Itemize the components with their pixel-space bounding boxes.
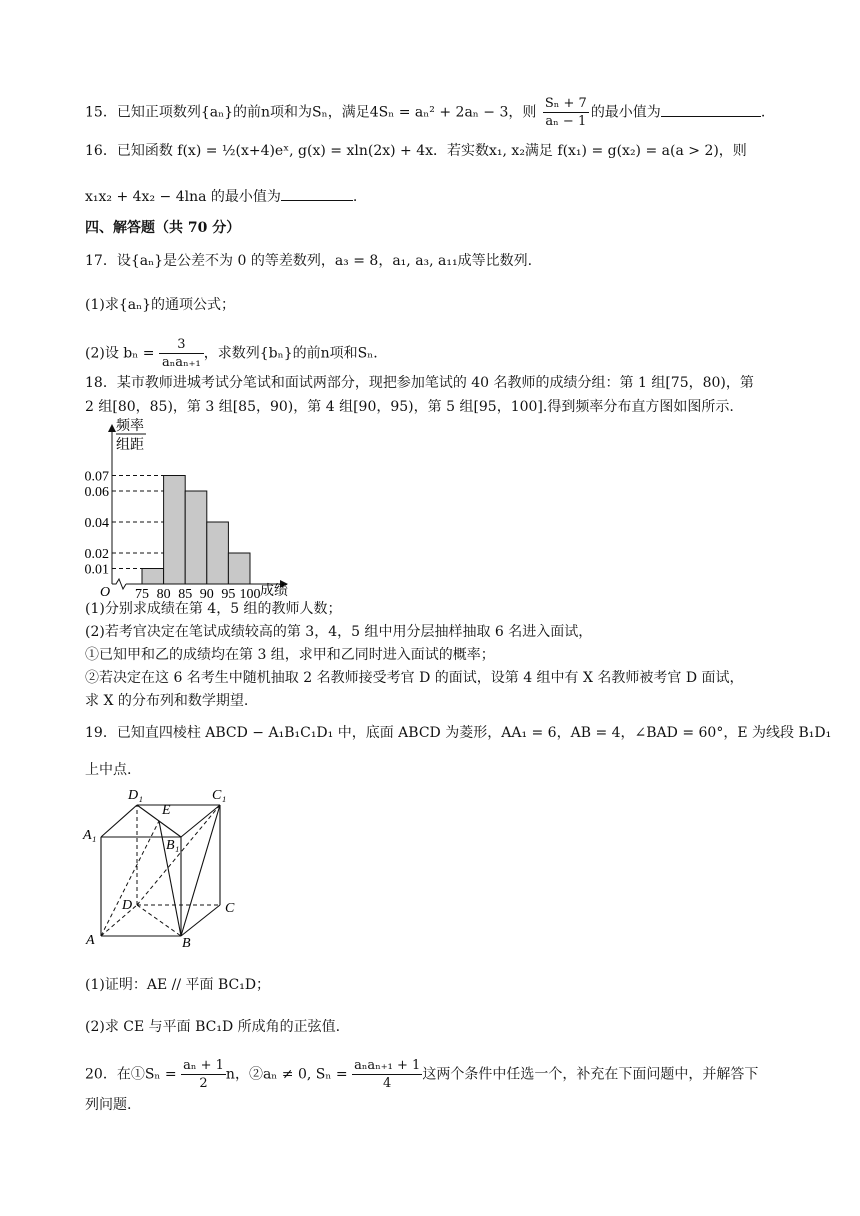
y-tick-label: 0.04 — [84, 516, 109, 531]
label-E: E — [162, 803, 171, 818]
y-tick-label: 0.07 — [84, 469, 109, 485]
q19-line1: 19．已知直四棱柱 ABCD − A₁B₁C₁D₁ 中，底面 ABCD 为菱形，AA₁ = 6，AB = 4，∠BAD = 60°，E 为线段 B₁D₁ — [85, 725, 832, 741]
origin-label: O — [100, 585, 111, 600]
q20-f2-num: aₙaₙ₊₁ + 1 — [354, 1058, 421, 1073]
q19-part1: (1)证明：AE // 平面 BC₁D； — [85, 977, 271, 993]
prism-figure — [78, 782, 258, 952]
y-tick-label: 0.06 — [84, 485, 109, 500]
label-A: A — [86, 933, 95, 948]
q16-answer-blank — [281, 186, 353, 201]
section-heading: 四、解答题（共 70 分） — [85, 220, 241, 236]
label-B: B — [182, 936, 191, 951]
label-C: C — [225, 901, 235, 916]
q18-part3: ①已知甲和乙的成绩均在第 3 组，求甲和乙同时进入面试的概率； — [85, 647, 495, 663]
label-C1: C₁ — [212, 788, 227, 803]
y-tick-label: 0.02 — [84, 547, 109, 562]
q15-text: 已知正项数列{aₙ}的前n项和为Sₙ，满足4Sₙ = aₙ² + 2aₙ − 3，则 — [116, 104, 537, 121]
q18-line2: 2 组[80，85)，第 3 组[85，90)，第 4 组[90，95)，第 5 组[95，100].得到频率分布直方图如图所示. — [85, 399, 734, 415]
label-A1: A₁ — [83, 828, 97, 843]
label-D1: D₁ — [128, 788, 143, 803]
label-B1: B₁ — [166, 838, 180, 853]
y-axis-label-top: 频率 — [116, 419, 144, 434]
q15-frac-den: aₙ − 1 — [545, 114, 587, 129]
q20-fraction2 — [352, 1057, 422, 1092]
q20-fraction1 — [181, 1057, 226, 1092]
q15-frac-num: Sₙ + 7 — [544, 96, 587, 111]
q20-mid: n，②aₙ ≠ 0, Sₙ = — [225, 1066, 348, 1083]
q16-end: . — [352, 189, 358, 205]
q18-part5: 求 X 的分布列和数学期望. — [85, 693, 249, 709]
q20-f1-den: 2 — [199, 1076, 208, 1091]
x-axis-break — [112, 579, 126, 589]
q20-line1 — [85, 1057, 758, 1092]
q16-line2 — [85, 186, 357, 207]
histogram-chart — [80, 418, 320, 600]
label-D: D — [122, 898, 133, 913]
hidden-segment-AE — [101, 821, 159, 936]
q15-answer-blank — [661, 102, 761, 117]
q15-end: . — [760, 104, 766, 121]
edge-D1A1 — [101, 805, 137, 837]
q20-f1-num: aₙ + 1 — [183, 1058, 224, 1073]
q17-stem: 17．设{aₙ}是公差不为 0 的等差数列，a₃ = 8，a₁, a₃, a₁₁成等比数列. — [85, 253, 533, 269]
q17-frac-den: aₙaₙ₊₁ — [161, 355, 201, 370]
q17-part2-post: ，求数列{bₙ}的前n项和Sₙ. — [203, 345, 378, 362]
q15-line — [85, 95, 765, 130]
x-tick-label: 80 — [156, 587, 171, 600]
q18-part2: (2)若考官决定在笔试成绩较高的第 3，4，5 组中用分层抽样抽取 6 名进入面试， — [85, 624, 593, 640]
y-tick-label: 0.01 — [84, 562, 109, 578]
q17-part2 — [85, 336, 378, 371]
q20-pre: 20．在①Sₙ = — [85, 1066, 177, 1083]
edge-BC — [181, 905, 220, 936]
q20-post: 这两个条件中任选一个，补充在下面问题中，并解答下 — [422, 1066, 759, 1083]
histogram-bar — [228, 553, 250, 584]
x-tick-label: 75 — [135, 587, 149, 600]
x-tick-label: 95 — [221, 587, 236, 600]
x-tick-label: 90 — [199, 587, 214, 600]
q18-part1: (1)分别求成绩在第 4，5 组的教师人数； — [85, 601, 342, 617]
q15-tail: 的最小值为 — [590, 104, 661, 121]
q16-number: 16． — [85, 143, 117, 159]
edge-B1C1 — [181, 805, 220, 837]
q18-line1: 18．某市教师进城考试分笔试和面试两部分，现把参加笔试的 40 名教师的成绩分组：第 1 组[75，80)，第 — [85, 375, 754, 391]
q19-part2: (2)求 CE 与平面 BC₁D 所成角的正弦值. — [85, 1019, 341, 1035]
q20-line2: 列问题. — [85, 1097, 132, 1113]
q20-f2-den: 4 — [383, 1076, 392, 1091]
hidden-segment-DC1 — [137, 805, 220, 905]
q16-text: 已知函数 f(x) = ½(x+4)eˣ, g(x) = xln(2x) + 4x．若实数x₁, x₂满足 f(x₁) = g(x₂) = a(a > 2)，则 — [116, 143, 747, 159]
x-tick-label: 85 — [178, 587, 193, 600]
q19-line2: 上中点. — [85, 762, 132, 778]
q16-text2: x₁x₂ + 4x₂ − 4lna 的最小值为 — [85, 189, 281, 205]
q15-number: 15． — [85, 104, 117, 121]
q16-line1 — [85, 141, 747, 161]
segment-BC1 — [181, 805, 220, 936]
histogram-bar — [142, 569, 164, 585]
q17-part2-pre: (2)设 bₙ = — [85, 345, 155, 362]
q17-frac-num: 3 — [159, 336, 204, 354]
hidden-segment-DB — [137, 905, 181, 936]
histogram-bar — [185, 491, 207, 584]
histogram-bar — [164, 476, 186, 585]
x-axis-label: 成绩 — [260, 584, 288, 599]
q17-part1: (1)求{aₙ}的通项公式； — [85, 297, 236, 313]
q18-part4: ②若决定在这 6 名考生中随机抽取 2 名教师接受考官 D 的面试，设第 4 组中有 X 名教师被考官 D 面试， — [85, 670, 744, 686]
y-axis-label-bottom: 组距 — [116, 438, 144, 453]
x-tick-label: 100 — [239, 587, 261, 600]
q15-fraction — [543, 95, 589, 130]
histogram-bar — [207, 522, 229, 584]
q17-fraction — [159, 336, 204, 371]
